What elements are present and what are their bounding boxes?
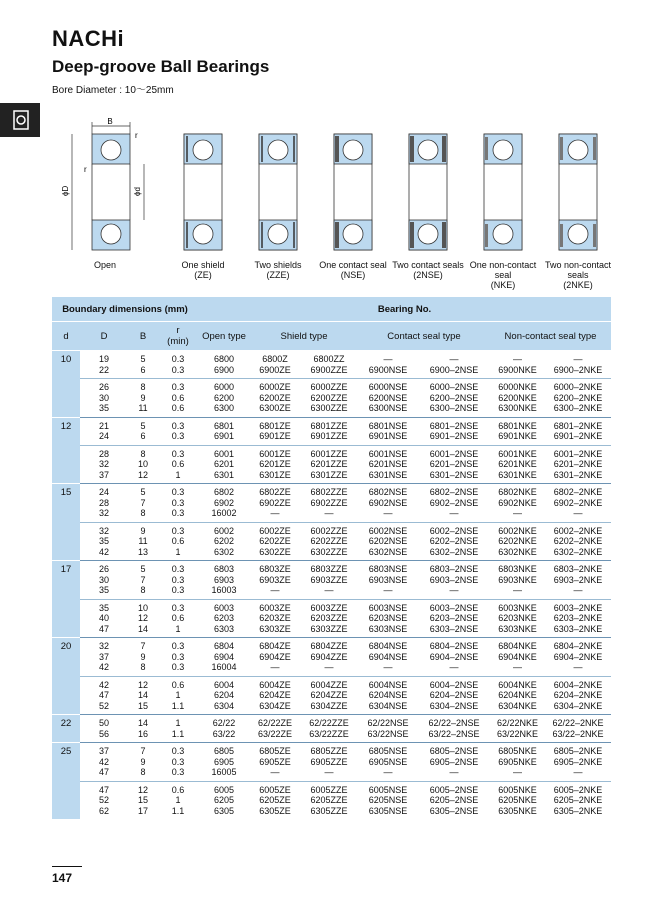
bore-diameter-cell: 10 — [52, 351, 80, 418]
cell-open: 6002 6202 6302 — [198, 522, 250, 561]
cell-B: 10 12 14 — [128, 599, 158, 638]
col-B: B — [128, 322, 158, 351]
table-row — [52, 417, 611, 445]
caption-two-non-contact-seals: Two non-contact seals (2NKE) — [544, 260, 612, 290]
cell-r: 0.3 0.6 0.6 — [158, 379, 198, 418]
cell-ze: 6801ZE 6901ZE — [250, 417, 300, 445]
dim-r-label-top: r — [135, 131, 138, 140]
caption-two-shields: Two shields (ZZE) — [254, 260, 302, 280]
cell-ze: 6002ZE 6202ZE 6302ZE — [250, 522, 300, 561]
cell-nse: 6000NSE 6200NSE 6300NSE — [358, 379, 418, 418]
cell-nse2: 6000–2NSE 6200–2NSE 6300–2NSE — [418, 379, 490, 418]
cell-B: 12 15 17 — [128, 781, 158, 819]
cell-nke: — 6900NKE — [490, 351, 545, 379]
table-row — [52, 522, 611, 561]
cell-nse2: 6004–2NSE 6204–2NSE 6304–2NSE — [418, 676, 490, 715]
cell-r: 0.3 0.3 — [158, 417, 198, 445]
cell-open: 6804 6904 16004 — [198, 638, 250, 677]
cell-open: 62/22 63/22 — [198, 715, 250, 743]
bore-diameter-cell: 20 — [52, 638, 80, 715]
cell-D: 28 32 37 — [80, 445, 128, 484]
cell-nke2: 6003–2NKE 6203–2NKE 6303–2NKE — [545, 599, 611, 638]
cell-D: 24 28 32 — [80, 484, 128, 523]
cell-nse2: 6805–2NSE 6905–2NSE — — [418, 743, 490, 782]
bearing-icon — [13, 110, 29, 130]
col-contact-seal-type: Contact seal type — [358, 322, 490, 351]
cell-r: 1 1.1 — [158, 715, 198, 743]
cell-open: 6003 6203 6303 — [198, 599, 250, 638]
cell-D: 50 56 — [80, 715, 128, 743]
bore-diameter-cell: 12 — [52, 417, 80, 484]
cell-nke2: 62/22–2NKE 63/22–2NKE — [545, 715, 611, 743]
cell-r: 0.3 0.6 1 — [158, 522, 198, 561]
cell-nse: 6801NSE 6901NSE — [358, 417, 418, 445]
cell-open: 6000 6200 6300 — [198, 379, 250, 418]
cell-ze: 6804ZE 6904ZE — — [250, 638, 300, 677]
table-row — [52, 599, 611, 638]
brand-logo: NACHi — [52, 26, 125, 51]
cell-nse: 6003NSE 6203NSE 6303NSE — [358, 599, 418, 638]
cell-B: 5 6 — [128, 417, 158, 445]
cell-r: 0.3 0.3 — [158, 351, 198, 379]
cell-ze: 6005ZE 6205ZE 6305ZE — [250, 781, 300, 819]
cell-B: 7 9 8 — [128, 743, 158, 782]
cell-nse: 6002NSE 6202NSE 6302NSE — [358, 522, 418, 561]
cell-nse2: 6001–2NSE 6201–2NSE 6301–2NSE — [418, 445, 490, 484]
cell-nke2: 6805–2NKE 6905–2NKE — — [545, 743, 611, 782]
cell-nse2: — 6900–2NSE — [418, 351, 490, 379]
table-row — [52, 379, 611, 418]
cell-r: 0.3 0.3 0.3 — [158, 638, 198, 677]
cell-zze: 6002ZZE 6202ZZE 6302ZZE — [300, 522, 358, 561]
cell-ze: 6802ZE 6902ZE — — [250, 484, 300, 523]
cell-nke2: — 6900–2NKE — [545, 351, 611, 379]
table-row — [52, 638, 611, 677]
col-D: D — [80, 322, 128, 351]
cell-open: 6802 6902 16002 — [198, 484, 250, 523]
cell-nse2: 6803–2NSE 6903–2NSE — — [418, 561, 490, 600]
cell-zze: 6005ZZE 6205ZZE 6305ZZE — [300, 781, 358, 819]
cell-D: 26 30 35 — [80, 379, 128, 418]
cell-zze: 6805ZZE 6905ZZE — — [300, 743, 358, 782]
cell-ze: 62/22ZE 63/22ZE — [250, 715, 300, 743]
col-shield-type: Shield type — [250, 322, 358, 351]
cell-zze: 6803ZZE 6903ZZE — — [300, 561, 358, 600]
cell-nse2: 6003–2NSE 6203–2NSE 6303–2NSE — [418, 599, 490, 638]
cell-nke2: 6000–2NKE 6200–2NKE 6300–2NKE — [545, 379, 611, 418]
cell-open: 6800 6900 — [198, 351, 250, 379]
two-non-contact-seals-bearing-drawing — [553, 112, 603, 257]
cell-nke2: 6804–2NKE 6904–2NKE — — [545, 638, 611, 677]
page-title: Deep-groove Ball Bearings — [52, 57, 270, 76]
cell-open: 6805 6905 16005 — [198, 743, 250, 782]
cell-nse: 6805NSE 6905NSE — — [358, 743, 418, 782]
cell-open: 6004 6204 6304 — [198, 676, 250, 715]
bearing-number-header: Bearing No. — [198, 297, 611, 322]
boundary-dimensions-header: Boundary dimensions (mm) — [52, 297, 198, 322]
cell-r: 0.3 0.6 1 — [158, 599, 198, 638]
cell-D: 42 47 52 — [80, 676, 128, 715]
cell-D: 26 30 35 — [80, 561, 128, 600]
cell-nke2: 6802–2NKE 6902–2NKE — — [545, 484, 611, 523]
cell-r: 0.3 0.3 0.3 — [158, 561, 198, 600]
bore-diameter-cell: 17 — [52, 561, 80, 638]
cell-nke: 6000NKE 6200NKE 6300NKE — [490, 379, 545, 418]
cell-ze: 6805ZE 6905ZE — — [250, 743, 300, 782]
page-subtitle: Bore Diameter : 10〜25mm — [52, 85, 174, 96]
cell-B: 5 7 8 — [128, 484, 158, 523]
cell-nke2: 6005–2NKE 6205–2NKE 6305–2NKE — [545, 781, 611, 819]
table-row — [52, 445, 611, 484]
bearing-table-body — [52, 351, 611, 820]
cell-nse: 6004NSE 6204NSE 6304NSE — [358, 676, 418, 715]
cell-ze: 6000ZE 6200ZE 6300ZE — [250, 379, 300, 418]
cell-nke: 6803NKE 6903NKE — — [490, 561, 545, 600]
one-contact-seal-bearing-drawing — [328, 112, 378, 257]
bearing-table — [52, 297, 611, 819]
caption-one-contact-seal: One contact seal (NSE) — [319, 260, 387, 280]
cell-nke2: 6004–2NKE 6204–2NKE 6304–2NKE — [545, 676, 611, 715]
cell-nke: 6001NKE 6201NKE 6301NKE — [490, 445, 545, 484]
cell-nse: 62/22NSE 63/22NSE — [358, 715, 418, 743]
cell-D: 35 40 47 — [80, 599, 128, 638]
cell-D: 37 42 47 — [80, 743, 128, 782]
caption-one-shield: One shield (ZE) — [181, 260, 225, 280]
cell-nse2: 6801–2NSE 6901–2NSE — [418, 417, 490, 445]
cell-zze: 6800ZZ 6900ZZE — [300, 351, 358, 379]
page-divider — [52, 866, 82, 867]
cell-B: 7 9 8 — [128, 638, 158, 677]
col-d: d — [52, 322, 80, 351]
cell-nke: 6005NKE 6205NKE 6305NKE — [490, 781, 545, 819]
cell-zze: 6802ZZE 6902ZZE — — [300, 484, 358, 523]
dim-d-label: ϕd — [133, 187, 142, 196]
cell-nke: 6804NKE 6904NKE — — [490, 638, 545, 677]
cell-B: 5 7 8 — [128, 561, 158, 600]
cell-nse2: 6804–2NSE 6904–2NSE — — [418, 638, 490, 677]
cell-B: 9 11 13 — [128, 522, 158, 561]
col-open-type: Open type — [198, 322, 250, 351]
cell-nse: 6005NSE 6205NSE 6305NSE — [358, 781, 418, 819]
two-shields-bearing-drawing — [253, 112, 303, 257]
cell-ze: 6004ZE 6204ZE 6304ZE — [250, 676, 300, 715]
cell-nse: — 6900NSE — [358, 351, 418, 379]
caption-open: Open — [93, 260, 117, 270]
one-shield-bearing-drawing — [178, 112, 228, 257]
cell-nke: 6003NKE 6203NKE 6303NKE — [490, 599, 545, 638]
cell-ze: 6003ZE 6203ZE 6303ZE — [250, 599, 300, 638]
cell-nke2: 6002–2NKE 6202–2NKE 6302–2NKE — [545, 522, 611, 561]
table-row — [52, 561, 611, 600]
caption-two-contact-seals: Two contact seals (2NSE) — [392, 260, 464, 280]
cell-r: 0.3 0.6 1 — [158, 445, 198, 484]
dim-D-label: ϕD — [61, 185, 70, 196]
bore-diameter-cell: 25 — [52, 743, 80, 820]
cell-r: 0.3 0.3 0.3 — [158, 743, 198, 782]
cell-D: 19 22 — [80, 351, 128, 379]
cell-D: 32 35 42 — [80, 522, 128, 561]
cell-nke: 6002NKE 6202NKE 6302NKE — [490, 522, 545, 561]
cell-nke2: 6801–2NKE 6901–2NKE — [545, 417, 611, 445]
cell-r: 0.6 1 1.1 — [158, 781, 198, 819]
page-number: 147 — [52, 871, 73, 885]
cell-nse: 6802NSE 6902NSE — — [358, 484, 418, 523]
cell-open: 6005 6205 6305 — [198, 781, 250, 819]
cell-nke2: 6803–2NKE 6903–2NKE — — [545, 561, 611, 600]
open-bearing-drawing — [60, 112, 150, 257]
caption-one-non-contact-seal: One non-contact seal (NKE) — [469, 260, 537, 290]
cell-ze: 6803ZE 6903ZE — — [250, 561, 300, 600]
bearing-types-diagram — [50, 112, 620, 292]
col-non-contact-seal-type: Non-contact seal type — [490, 322, 611, 351]
cell-nse2: 6002–2NSE 6202–2NSE 6302–2NSE — [418, 522, 490, 561]
cell-zze: 6003ZZE 6203ZZE 6303ZZE — [300, 599, 358, 638]
cell-ze: 6800Z 6900ZE — [250, 351, 300, 379]
cell-open: 6801 6901 — [198, 417, 250, 445]
table-row — [52, 351, 611, 379]
cell-r: 0.6 1 1.1 — [158, 676, 198, 715]
cell-zze: 6801ZZE 6901ZZE — [300, 417, 358, 445]
cell-B: 5 6 — [128, 351, 158, 379]
bore-diameter-cell: 15 — [52, 484, 80, 561]
cell-nke: 6805NKE 6905NKE — — [490, 743, 545, 782]
dim-r-label-side: r — [84, 165, 87, 174]
table-row — [52, 484, 611, 523]
cell-nke: 6802NKE 6902NKE — — [490, 484, 545, 523]
cell-nse2: 6802–2NSE 6902–2NSE — — [418, 484, 490, 523]
cell-B: 8 10 12 — [128, 445, 158, 484]
cell-nke: 6801NKE 6901NKE — [490, 417, 545, 445]
cell-open: 6803 6903 16003 — [198, 561, 250, 600]
cell-nse: 6804NSE 6904NSE — — [358, 638, 418, 677]
cell-B: 14 16 — [128, 715, 158, 743]
cell-nse: 6001NSE 6201NSE 6301NSE — [358, 445, 418, 484]
cell-nse2: 6005–2NSE 6205–2NSE 6305–2NSE — [418, 781, 490, 819]
cell-D: 32 37 42 — [80, 638, 128, 677]
cell-nse: 6803NSE 6903NSE — — [358, 561, 418, 600]
cell-nse2: 62/22–2NSE 63/22–2NSE — [418, 715, 490, 743]
cell-nke: 62/22NKE 63/22NKE — [490, 715, 545, 743]
table-row — [52, 781, 611, 819]
cell-zze: 6001ZZE 6201ZZE 6301ZZE — [300, 445, 358, 484]
two-contact-seals-bearing-drawing — [403, 112, 453, 257]
table-row — [52, 676, 611, 715]
cell-nke2: 6001–2NKE 6201–2NKE 6301–2NKE — [545, 445, 611, 484]
cell-open: 6001 6201 6301 — [198, 445, 250, 484]
cell-B: 12 14 15 — [128, 676, 158, 715]
dim-B-label: B — [107, 117, 113, 126]
bore-diameter-cell: 22 — [52, 715, 80, 743]
cell-nke: 6004NKE 6204NKE 6304NKE — [490, 676, 545, 715]
cell-B: 8 9 11 — [128, 379, 158, 418]
cell-r: 0.3 0.3 0.3 — [158, 484, 198, 523]
col-r: r (min) — [158, 322, 198, 351]
cell-zze: 62/22ZZE 63/22ZZE — [300, 715, 358, 743]
table-row — [52, 743, 611, 782]
cell-zze: 6804ZZE 6904ZZE — — [300, 638, 358, 677]
cell-D: 47 52 62 — [80, 781, 128, 819]
cell-zze: 6000ZZE 6200ZZE 6300ZZE — [300, 379, 358, 418]
cell-ze: 6001ZE 6201ZE 6301ZE — [250, 445, 300, 484]
cell-D: 21 24 — [80, 417, 128, 445]
table-row — [52, 715, 611, 743]
cell-zze: 6004ZZE 6204ZZE 6304ZZE — [300, 676, 358, 715]
one-non-contact-seal-bearing-drawing — [478, 112, 528, 257]
bearing-section-tab — [0, 103, 40, 137]
